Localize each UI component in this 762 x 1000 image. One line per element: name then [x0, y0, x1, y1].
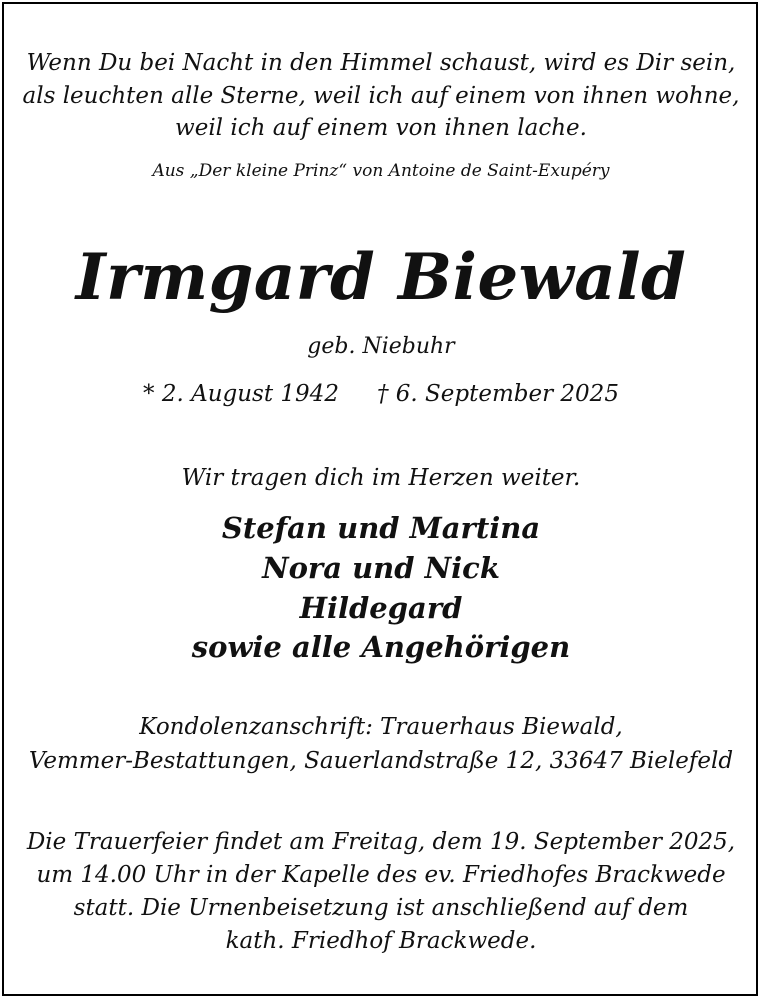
quote-source: Aus „Der kleine Prinz“ von Antoine de Saint-Exupéry: [152, 161, 610, 181]
condolence-line: Vemmer-Bestattungen, Sauerlandstraße 12, 33647 Bielefeld: [28, 748, 734, 774]
mourner-name: Nora und Nick: [262, 551, 500, 585]
life-dates: [0, 381, 762, 407]
service-line: um 14.00 Uhr in der Kapelle des ev. Friedhofes Brackwede: [36, 862, 726, 888]
condolence-line: Kondolenzanschrift: Trauerhaus Biewald,: [139, 714, 623, 740]
quote-line: weil ich auf einem von ihnen lache.: [175, 115, 587, 141]
quote-line: Wenn Du bei Nacht in den Himmel schaust, wird es Dir sein,: [26, 50, 736, 76]
mourner-name: Stefan und Martina: [221, 511, 541, 545]
service-line: kath. Friedhof Brackwede.: [225, 928, 537, 954]
death-date: † 6. September 2025: [376, 381, 619, 407]
service-line: statt. Die Urnenbeisetzung ist anschließend auf dem: [73, 895, 689, 921]
quote-line: als leuchten alle Sterne, weil ich auf einem von ihnen wohne,: [22, 83, 740, 109]
tribute-line: Wir tragen dich im Herzen weiter.: [181, 465, 581, 491]
service-line: Die Trauerfeier findet am Freitag, dem 19. September 2025,: [26, 829, 736, 855]
deceased-name: Irmgard Biewald: [75, 240, 687, 315]
birth-date: * 2. August 1942: [143, 381, 339, 407]
birth-name: geb. Niebuhr: [307, 334, 455, 359]
mourner-name: Hildegard: [299, 591, 463, 625]
mourner-name: sowie alle Angehörigen: [191, 630, 571, 664]
